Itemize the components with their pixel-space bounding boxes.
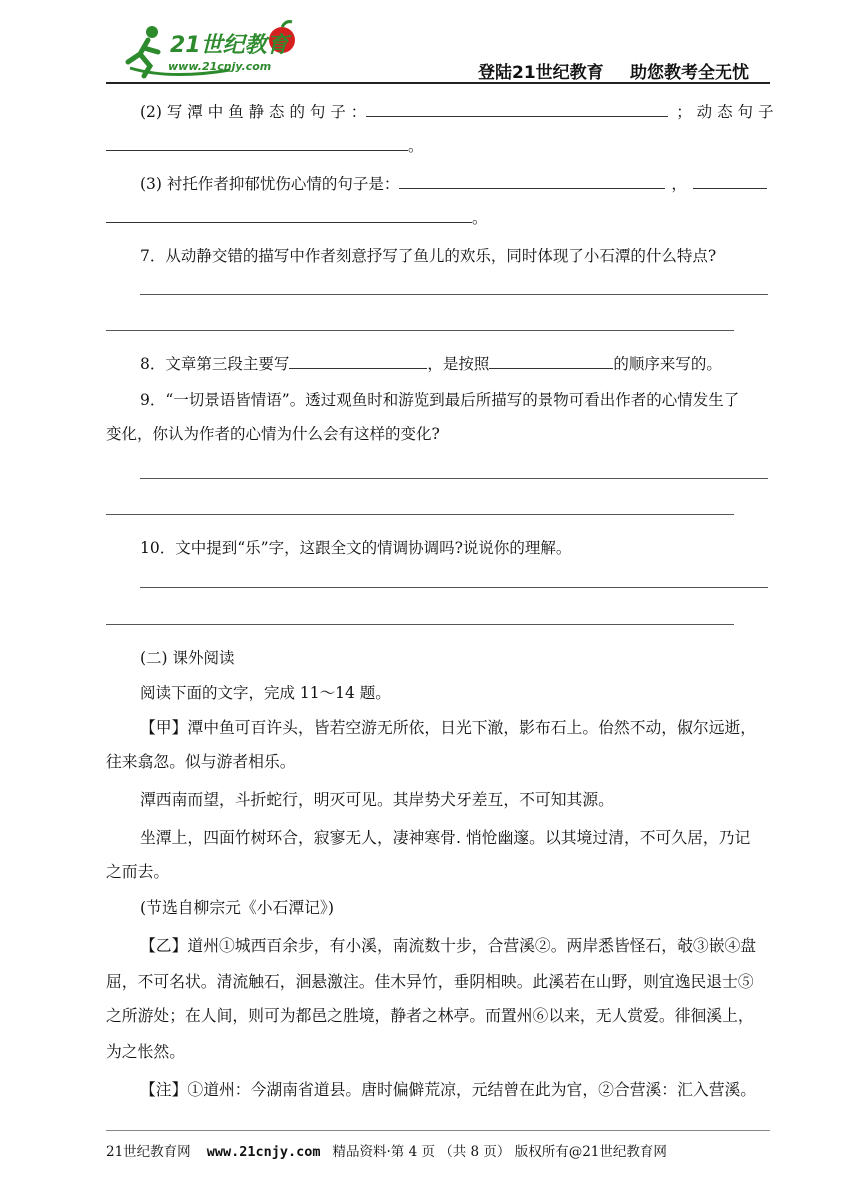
q2-continuation	[106, 134, 424, 156]
q3-blank-3[interactable]	[106, 206, 472, 223]
yi-line-1: 【乙】道州①城西百余步，有小溪，南流数十步，合营溪②。两岸悉皆怪石，攲③嵌④盘	[140, 936, 757, 955]
q9-answer-line-2[interactable]	[106, 514, 734, 515]
header-rule	[106, 82, 770, 84]
question-9-line-1: 9．“一切景语皆情语”。透过观鱼时和游览到最后所描写的景物可看出作者的心情发生了	[140, 391, 740, 409]
question-10: 10．文中提到“乐”字，这跟全文的情调协调吗?说说你的理解。	[140, 539, 572, 557]
q3-blank-2[interactable]	[693, 172, 767, 189]
q8-part-a: 8．文章第三段主要写	[140, 355, 290, 373]
jia-paragraph-1-line-1: 【甲】潭中鱼可百许头，皆若空游无所依，日光下澈，影布石上。佁然不动，俶尔远逝，	[140, 718, 757, 737]
question-8	[140, 352, 722, 374]
yi-line-4: 为之怅然。	[106, 1042, 185, 1061]
q7-answer-line-1[interactable]	[140, 294, 768, 295]
yi-line-2: 屈，不可名状。清流触石，洄悬激注。佳木异竹，垂阴相映。此溪若在山野，则宜逸民退士⑤	[106, 972, 754, 991]
jia-paragraph-3-line-2: 之而去。	[106, 862, 170, 881]
q9-answer-line-1[interactable]	[140, 478, 768, 479]
q8-part-b: ，是按照	[427, 355, 490, 373]
yi-line-3: 之所游处；在人间，则可为都邑之胜境，静者之林亭。而置州⑥以来，无人赏爱。徘徊溪上，	[106, 1006, 754, 1025]
question-2	[140, 100, 773, 122]
footer-info: 精品资料·第 4 页 （共 8 页） 版权所有@21世纪教育网	[332, 1144, 667, 1160]
logo-graphic	[110, 18, 310, 82]
logo-text: 21世纪教育	[170, 33, 289, 58]
section-title: (二) 课外阅读	[140, 649, 235, 667]
q10-answer-line-2[interactable]	[106, 624, 734, 625]
jia-paragraph-2: 潭西南而望，斗折蛇行，明灭可见。其岸势犬牙差互，不可知其源。	[140, 790, 614, 809]
site-logo	[110, 18, 310, 82]
question-3	[140, 172, 767, 194]
question-9-line-2: 变化，你认为作者的心情为什么会有这样的变化?	[106, 425, 440, 443]
q2-dynamic-blank[interactable]	[106, 134, 408, 151]
q3-blank-1[interactable]	[399, 172, 665, 189]
footer-url[interactable]: www.21cnjy.com	[206, 1144, 321, 1160]
footer-rule	[106, 1130, 770, 1131]
q3-continuation	[106, 206, 488, 228]
q3-label: (3) 衬托作者抑郁忧伤心情的句子是：	[140, 175, 400, 193]
page-footer	[106, 1140, 667, 1160]
reading-instruction: 阅读下面的文字，完成 11～14 题。	[140, 684, 391, 702]
q2-end: 。	[408, 137, 424, 155]
header-slogan-left: 登陆21世纪教育	[478, 63, 604, 83]
q8-blank-1[interactable]	[289, 352, 427, 369]
q7-answer-line-2[interactable]	[106, 330, 734, 331]
q8-blank-2[interactable]	[489, 352, 613, 369]
note-line: 【注】①道州：今湖南省道县。唐时偏僻荒凉，元结曾在此为官，②合营溪：汇入营溪。	[140, 1080, 757, 1099]
logo-url: www.21cnjy.com	[168, 60, 272, 73]
q8-part-c: 的顺序来写的。	[613, 355, 722, 373]
q3-end: 。	[472, 209, 488, 227]
jia-source: (节选自柳宗元《小石潭记》)	[140, 898, 334, 917]
question-7: 7．从动静交错的描写中作者刻意抒写了鱼儿的欢乐，同时体现了小石潭的什么特点?	[140, 247, 717, 265]
header-slogan-right: 助您教考全无忧	[630, 63, 749, 83]
q10-answer-line-1[interactable]	[140, 587, 768, 588]
q2-static-blank[interactable]	[366, 100, 668, 117]
q2-mid: ； 动 态 句 子	[676, 103, 774, 121]
footer-site: 21世纪教育网	[106, 1144, 191, 1160]
q2-label: (2) 写 潭 中 鱼 静 态 的 句 子 ：	[140, 103, 367, 121]
q3-sep: ，	[671, 175, 687, 193]
jia-paragraph-3-line-1: 坐潭上，四面竹树环合，寂寥无人，凄神寒骨. 悄怆幽邃。以其境过清，不可久居，乃记	[140, 828, 751, 847]
jia-paragraph-1-line-2: 往来翕忽。似与游者相乐。	[106, 752, 296, 771]
